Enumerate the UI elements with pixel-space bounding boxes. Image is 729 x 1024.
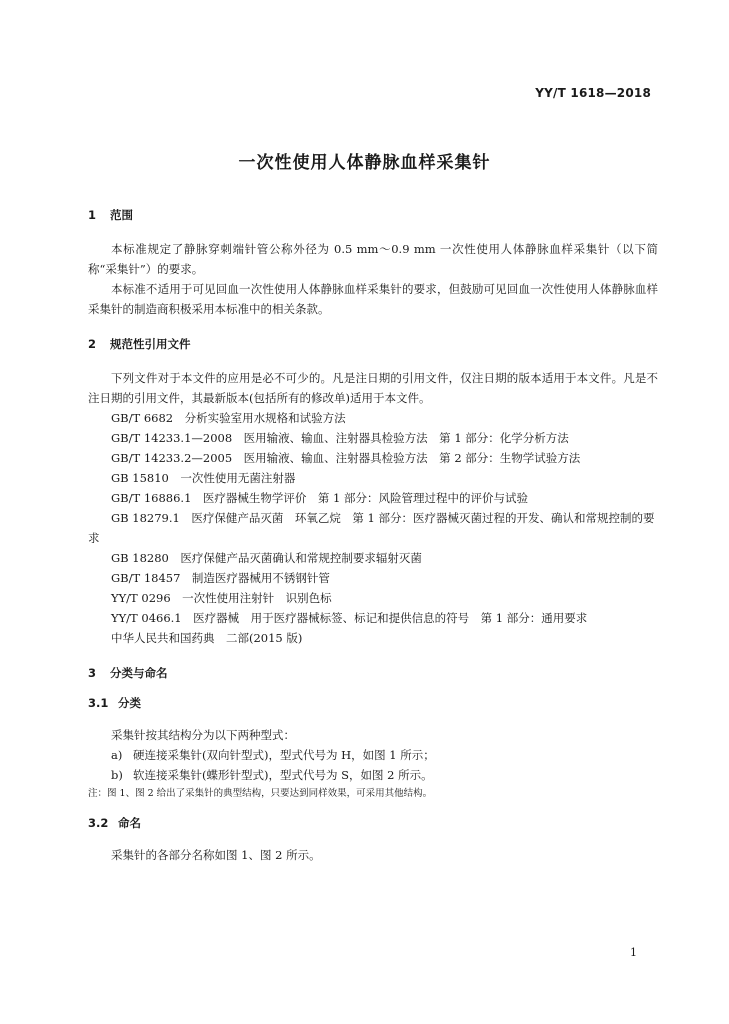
classification-item-b [111,765,658,785]
reference-item: GB 18279.1 医疗保健产品灭菌 环氧乙烷 第 1 部分：医疗器械灭菌过程的开发、确认和常规控制的要求 [88,511,655,545]
reference-item: GB 15810 一次性使用无菌注射器 [111,471,296,485]
scope-paragraph-2: 本标准不适用于可见回血一次性使用人体静脉血样采集针的要求，但鼓励可见回血一次性使用人体静脉血样采集针的制造商积极采用本标准中的相关条款。 [88,282,658,316]
section-number: 3 [88,666,97,680]
document-title: 一次性使用人体静脉血样采集针 [238,153,491,173]
section-title: 命名 [118,816,141,830]
section-title: 分类与命名 [110,666,168,680]
document-body [88,207,658,865]
section-3-heading [88,665,658,681]
classification-intro: 采集针按其结构分为以下两种型式： [111,728,295,742]
item-text: 软连接采集针(蝶形针型式)，型式代号为 S，如图 2 所示。 [133,768,433,782]
section-1-heading [88,207,658,223]
section-number: 3.1 [88,696,109,710]
reference-item: GB/T 18457 制造医疗器械用不锈钢针管 [111,571,330,585]
reference-item: 中华人民共和国药典 二部(2015 版) [111,631,303,645]
reference-item: GB/T 14233.1—2008 医用输液、输血、注射器具检验方法 第 1 部分：化学分析方法 [111,431,569,445]
section-number: 3.2 [88,816,109,830]
section-3-2-heading [88,815,658,831]
reference-item: GB 18280 医疗保健产品灭菌确认和常规控制要求辐射灭菌 [111,551,422,565]
standard-code: YY/T 1618—2018 [535,86,651,100]
section-2-heading [88,336,658,352]
item-text: 硬连接采集针(双向针型式)，型式代号为 H，如图 1 所示； [133,748,435,762]
section-title: 范围 [110,208,133,222]
item-label: a) [111,748,123,762]
reference-item: YY/T 0466.1 医疗器械 用于医疗器械标签、标记和提供信息的符号 第 1 部分：通用要求 [111,611,588,625]
item-label: b) [111,768,123,782]
section-title: 规范性引用文件 [110,337,191,351]
section-number: 2 [88,337,97,351]
references-intro: 下列文件对于本文件的应用是必不可少的。凡是注日期的引用文件，仅注日期的版本适用于本文件。凡是不注日期的引用文件，其最新版本(包括所有的修改单)适用于本文件。 [88,371,658,405]
section-3-1-heading [88,695,658,711]
reference-item: GB/T 14233.2—2005 医用输液、输血、注射器具检验方法 第 2 部分：生物学试验方法 [111,451,581,465]
reference-item: YY/T 0296 一次性使用注射针 识别色标 [111,591,332,605]
reference-item: GB/T 16886.1 医疗器械生物学评价 第 1 部分：风险管理过程中的评价与试验 [111,491,529,505]
page-number: 1 [630,946,637,959]
naming-paragraph: 采集针的各部分名称如图 1、图 2 所示。 [111,848,321,862]
classification-note: 注：图 1、图 2 给出了采集针的典型结构，只要达到同样效果，可采用其他结构。 [88,788,433,799]
classification-item-a [111,745,658,765]
section-title: 分类 [118,696,141,710]
reference-item: GB/T 6682 分析实验室用水规格和试验方法 [111,411,346,425]
scope-paragraph-1: 本标准规定了静脉穿刺端针管公称外径为 0.5 mm～0.9 mm 一次性使用人体静脉血样采集针（以下简称“采集针”）的要求。 [88,242,658,276]
section-number: 1 [88,208,97,222]
